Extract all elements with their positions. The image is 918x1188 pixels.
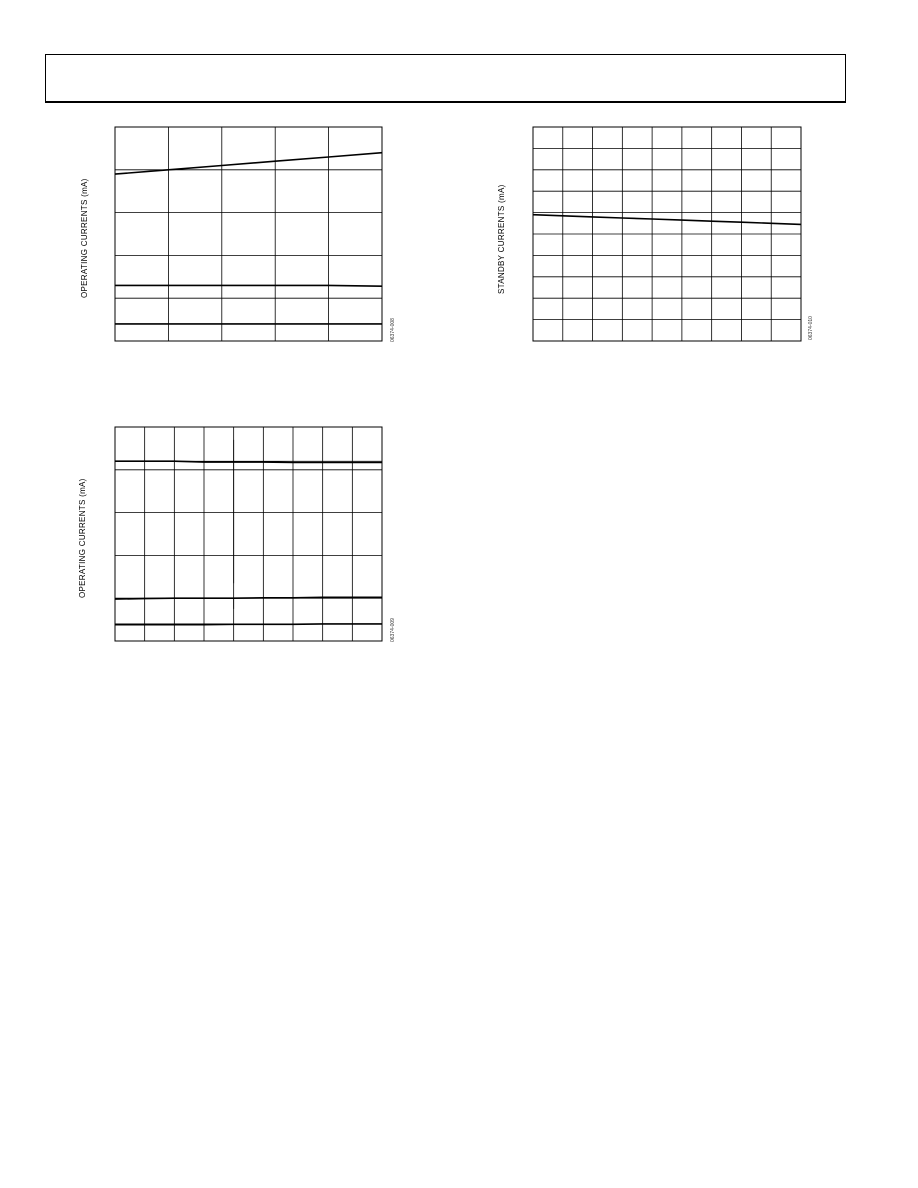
plot-frame [115, 427, 382, 641]
figure-code: 06374-009 [390, 618, 396, 642]
operating-currents-chart-1 [60, 120, 400, 350]
operating-currents-chart-2 [60, 420, 400, 650]
chart-plot [60, 120, 400, 350]
page-header-box [45, 54, 846, 103]
y-axis-label: OPERATING CURRENTS (mA) [78, 478, 87, 598]
y-axis-label: OPERATING CURRENTS (mA) [80, 178, 89, 298]
y-axis-label: STANDBY CURRENTS (mA) [497, 184, 506, 294]
figure-code: 06374-010 [808, 316, 814, 340]
plot-frame [115, 127, 382, 341]
series-line-2 [115, 285, 382, 286]
chart-plot [60, 420, 400, 650]
chart-plot [480, 120, 820, 350]
figure-code: 06374-008 [390, 318, 396, 342]
standby-currents-chart [480, 120, 820, 350]
series-line-1 [533, 215, 801, 225]
series-line-3 [115, 624, 382, 625]
series-line-1 [115, 153, 382, 174]
